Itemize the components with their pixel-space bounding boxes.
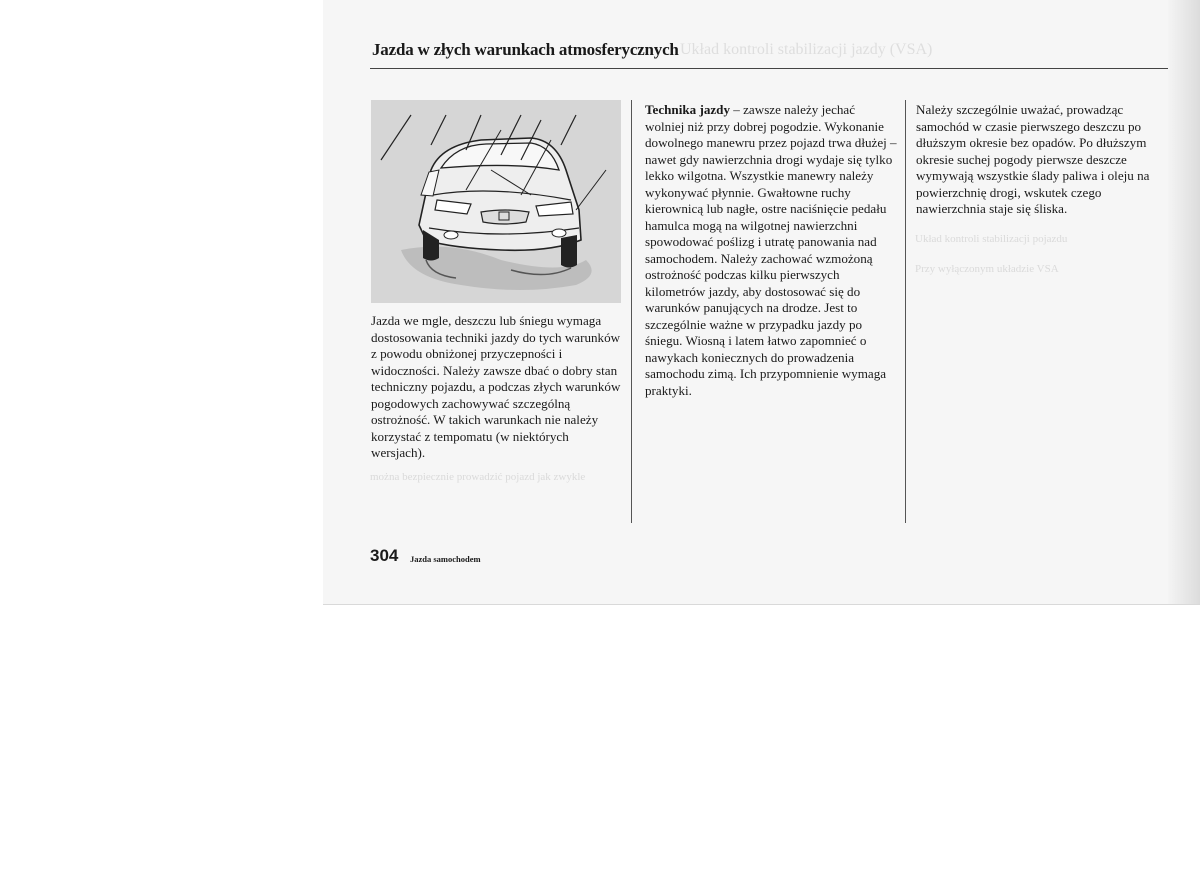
bleed-through-line: można bezpiecznie prowadzić pojazd jak zwykle (370, 471, 586, 483)
bleed-through-line: Układ kontroli stabilizacji pojazdu (915, 233, 1068, 245)
bleed-through-line: Przy wyłączonym układzie VSA (915, 263, 1059, 275)
column-1 (371, 313, 623, 462)
column-2-paragraph (645, 102, 897, 399)
term-heading: Technika jazdy (645, 102, 731, 117)
column-divider (631, 100, 632, 523)
column-1-text: Jazda we mgle, deszczu lub śniegu wymaga dostosowania techniki jazdy do tych warunków z powodu obniżonej przyczepności i widoczności. Należy zawsze dbać o dobry stan techniczny pojazdu, a podczas złych warunków pogodowych zachowywać szczególną ostrożność. W takich warunkach nie należy korzystać z tempomatu (w niektórych wersjach). (371, 313, 621, 460)
column-3 (916, 102, 1156, 218)
page-number: 304 (370, 546, 399, 565)
column-2 (645, 102, 897, 399)
bleed-through-title: Układ kontroli stabilizacji jazdy (VSA) (680, 41, 933, 58)
column-divider (905, 100, 906, 523)
page-edge-shadow (1168, 0, 1200, 604)
column-2-text: – zawsze należy jechać wolniej niż przy dobrej pogodzie. Wykonanie dowolnego manewru przez pojazd trwa dłużej – nawet gdy nawierzchnia drogi wydaje się tylko lekko wilgotna. Wszystkie manewry należy wykonywać płynnie. Gwałtowne ruchy kierownicą lub nagłe, ostre naciśnięcie pedału hamulca mogą na wilgotnej nawierzchni spowodować poślizg i utratę panowania nad samochodem. Należy zachować wzmożoną ostrożność podczas kilku pierwszych kilometrów jazdy, aby dostosować się do warunków panujących na drodze. Jest to szczególnie ważne w przypadku jazdy po śniegu. Wiosną i latem łatwo zapomnieć o nawykach koniecznych do prowadzenia samochodu zimą. Ich przypomnienie wymaga praktyki. (645, 102, 897, 398)
column-3-text: Należy szczególnie uważać, prowadząc samochód w czasie pierwszego deszczu po dłuższym okresie bez opadów. Po dłuższym okresie suchej pogody pierwsze deszcze wymywają wszystkie ślady paliwa i oleju na powierzchnię drogi, wskutek czego nawierzchnia staje się śliska. (916, 102, 1150, 216)
page-title: Jazda w złych warunkach atmosferycznych (372, 40, 679, 59)
car-figure (371, 100, 621, 303)
car-front-illustration-icon (371, 100, 621, 303)
header-rule (370, 68, 1168, 69)
section-name: Jazda samochodem (410, 554, 481, 564)
